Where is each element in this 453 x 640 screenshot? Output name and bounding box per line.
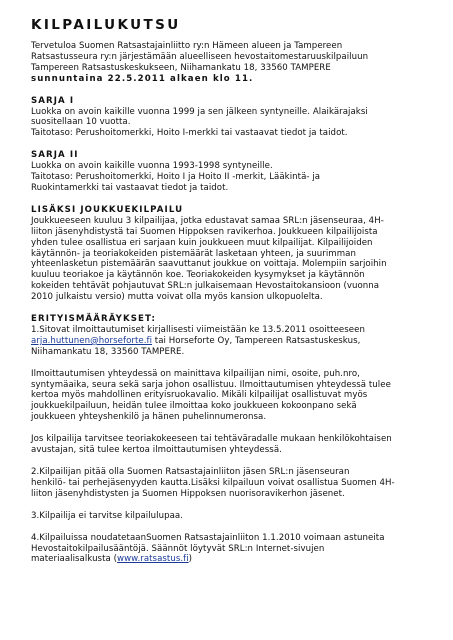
intro-line: Tampereen Ratsastuskeskukseen, Niihamankatu 18, 33560 TAMPERE [31,62,331,73]
page-title: KILPAILUKUTSU [31,17,181,33]
intro-paragraph [31,41,431,85]
sarja-2-line: Luokka on avoin kaikille vuonna 1993-1998 syntyneille. [31,161,273,172]
erityis-line: syntymäaika, seura sekä sarja johon osallistuu. Ilmoittautumisen yhteydessä tulee [31,379,391,390]
erityis-paragraph-5 [31,511,431,522]
erityis-paragraph-4 [31,467,431,500]
joukkue-line: yhteenlasketun pistemäärän saavuttanut joukkue on voittaja. Molempiin sarjoihin [31,259,387,270]
section-sarja-2 [31,150,431,194]
joukkue-heading: LISÄKSI JOUKKUEKILPAILU [31,204,184,215]
sarja-1-heading: SARJA I [31,95,75,106]
erityis-line: henkilö- tai perhejäsenyyden kautta.Lisäksi kilpailuun voivat osallistua Suomen 4H- [31,477,395,488]
sarja-1-line: suositellaan 10 vuotta. [31,117,131,128]
website-link[interactable]: www.ratsastus.fi [117,554,189,565]
erityis-line: kertoa myös mahdollinen erityisruokavalio. Mikäli kilpailijat osallistuvat myös [31,390,368,401]
erityis-text: materiaalisalkusta ( [31,554,118,565]
erityis-heading: ERITYISMÄÄRÄYKSET: [31,314,157,325]
erityis-line: liiton jäsenyhdistysten ja Suomen Hippoksen nuorisoravikerhon jäsenet. [31,488,345,499]
joukkue-line: 2010 julkaistu versio) mutta voivat olla myös kansion ulkopuolelta. [31,292,323,303]
erityis-line: 4.Kilpailuissa noudatetaanSuomen Ratsastajainliiton 1.1.2010 voimaan astuneita [31,532,385,543]
sarja-2-line: Ruokintamerkki tai vastaavat tiedot ja taidot. [31,182,229,193]
sarja-1-line: Taitotaso: Perushoitomerkki, Hoito I-merkki tai vastaavat tiedot ja taidot. [31,128,348,139]
email-link[interactable]: arja.huttunen@horseforte.fi [31,335,153,346]
erityis-line: avustajan, sitä tulee kertoa ilmoittautumisen yhteydessä. [31,445,282,456]
section-sarja-1 [31,96,431,140]
sarja-1-line: Luokka on avoin kaikille vuonna 1999 ja sen jälkeen syntyneille. Alaikärajaksi [31,106,368,117]
erityis-line: Jos kilpailija tarvitsee teoriakokeeseen tai tehtäväradalle mukaan henkilökohtaisen [31,434,392,445]
erityis-line: Niihamankatu 18, 33560 TAMPERE. [31,346,185,357]
joukkue-line: käytännön- ja teoriakokeiden pistemäärät lasketaan yhteen, ja suurimman [31,248,356,259]
erityis-text: ) [188,554,193,565]
erityis-line: 3.Kilpailija ei tarvitse kilpailulupaa. [31,510,183,521]
erityis-paragraph-3 [31,434,431,456]
erityis-paragraph-6 [31,533,431,566]
erityis-line: joukkueen yhteyshenkilö ja hänen puhelinnumeronsa. [31,412,267,423]
erityis-text: tai Horseforte Oy, Tampereen Ratsastuskeskus, [152,335,361,346]
sarja-2-line: Taitotaso: Perushoitomerkki, Hoito I ja Hoito II -merkit, Lääkintä- ja [31,172,321,183]
erityis-link-line [31,554,431,565]
document-body [31,41,431,576]
erityis-line: Hevostaitokilpailusääntöjä. Säännöt löytyvät SRL:n Internet-sivujen [31,543,325,554]
sarja-2-heading: SARJA II [31,150,79,161]
erityis-line: joukkuekilpailuun, heidän tulee ilmoittaa koko joukkueen kokoonpano sekä [31,401,357,412]
erityis-line: 1.Sitovat ilmoittautumiset kirjallisesti viimeistään ke 13.5.2011 osoitteeseen [31,324,365,335]
intro-line: Ratsastusseura ry:n järjestämään alueelliseen hevostaitomestaruuskilpailuun [31,51,369,62]
erityis-email-line [31,336,431,347]
joukkue-line: kuuluu teoriakoe ja käytännön koe. Teoriakokeiden kysymykset ja käytännön [31,270,365,281]
joukkue-line: yhden tulee osallistua eri sarjaan kuin joukkueen muut kilpailijat. Kilpailijoiden [31,237,373,248]
erityis-line: Ilmoittautumisen yhteydessä on mainittava kilpailijan nimi, osoite, puh.nro, [31,368,360,379]
erityis-paragraph-2 [31,369,431,424]
joukkue-line: Joukkueeseen kuuluu 3 kilpailijaa, jotka edustavat samaa SRL:n jäsenseuraa, 4H- [31,215,384,226]
intro-date: sunnuntaina 22.5.2011 alkaen klo 11. [31,73,254,84]
joukkue-line: kokeiden tehtävät pohjautuvat SRL:n julkaisemaan Hevostaitokansioon (vuonna [31,281,380,292]
section-joukkue [31,205,431,303]
erityis-line: 2.Kilpailijan pitää olla Suomen Ratsastajainliiton jäsen SRL:n jäsenseuran [31,467,350,477]
joukkue-line: liiton jäsenyhdistystä tai Suomen Hippoksen ravikerhoa. Joukkueen kilpailijoista [31,226,378,237]
intro-line: Tervetuloa Suomen Ratsastajainliitto ry:n Hämeen alueen ja Tampereen [31,41,343,51]
section-erityis [31,314,431,358]
